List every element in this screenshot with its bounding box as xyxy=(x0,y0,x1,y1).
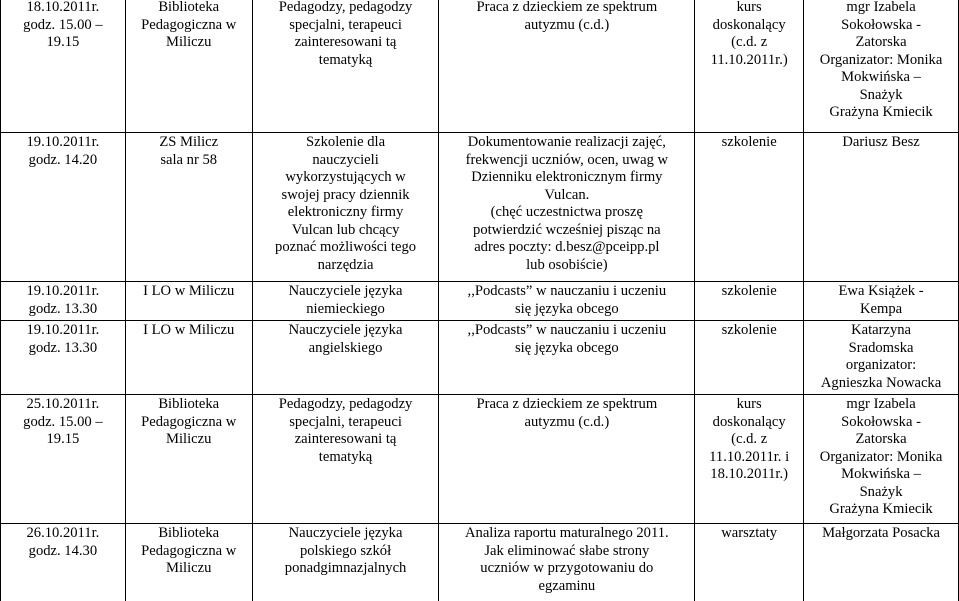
cell-line: godz. 13.30 xyxy=(28,339,98,356)
cell-line: sala nr 58 xyxy=(160,151,218,168)
cell-line: godz. 14.20 xyxy=(28,151,98,168)
cell-line: Mokwińska – xyxy=(841,69,921,85)
cell-line: zainteresowani tą xyxy=(294,34,397,50)
form-text xyxy=(697,396,801,484)
cell-line: ponadgimnazjalnych xyxy=(284,560,407,576)
cell-line: 19.10.2011r. xyxy=(26,322,100,338)
cell-line: Sokołowska - xyxy=(841,413,921,430)
cell-line: tematyką xyxy=(318,448,373,465)
place-cell xyxy=(125,321,252,395)
cell-line: Praca z dzieckiem ze spektrum xyxy=(476,0,658,15)
cell-line: 11.10.2011r. i xyxy=(709,448,790,465)
form-text xyxy=(697,322,801,340)
cell-line: Pedagogiczna w xyxy=(141,413,237,430)
cell-line: doskonalący xyxy=(712,16,786,33)
cell-line: godz. 15.00 – xyxy=(23,413,103,430)
cell-line: Biblioteka xyxy=(158,0,220,15)
cell-line: 19.15 xyxy=(46,34,80,50)
cell-line: Dariusz Besz xyxy=(842,134,920,150)
cell-line: autyzmu (c.d.) xyxy=(524,413,610,430)
cell-line: specjalni, terapeuci xyxy=(289,413,402,430)
cell-line: mgr Izabela xyxy=(846,396,916,412)
cell-line: Zatorska xyxy=(855,431,907,447)
cell-line: uczniów w przygotowaniu do xyxy=(480,560,654,576)
leader-text xyxy=(806,396,956,519)
cell-line: Ewa Książek - xyxy=(838,283,924,299)
audience-text xyxy=(255,322,437,357)
audience-text xyxy=(255,396,437,466)
topic-text xyxy=(441,322,692,357)
cell-line: autyzmu (c.d.) xyxy=(524,16,610,33)
cell-line: Sradomska xyxy=(848,339,914,356)
table-row xyxy=(1,321,959,395)
cell-line: Miliczu xyxy=(166,431,212,447)
topic-text xyxy=(441,283,692,318)
cell-line: I LO w Miliczu xyxy=(143,322,235,338)
cell-line: szkolenie xyxy=(721,134,777,150)
form-cell xyxy=(695,133,804,282)
date-text xyxy=(3,525,123,560)
cell-line: frekwencji uczniów, ocen, uwag w xyxy=(465,151,669,168)
cell-line: elektroniczny firmy xyxy=(287,204,404,220)
cell-line: poznać możliwości tego xyxy=(275,239,417,255)
cell-line: Miliczu xyxy=(166,34,212,50)
cell-line: Biblioteka xyxy=(158,525,220,541)
cell-line: kurs xyxy=(736,0,762,15)
cell-line: szkolenie xyxy=(721,322,777,338)
cell-line: narzędzia xyxy=(317,256,374,273)
form-cell xyxy=(695,395,804,524)
topic-cell xyxy=(439,524,695,601)
cell-line: Miliczu xyxy=(166,560,212,576)
leader-text xyxy=(806,134,956,152)
cell-line: 26.10.2011r. xyxy=(26,525,100,541)
audience-text xyxy=(255,0,437,69)
cell-line: wykorzystujących w xyxy=(285,169,406,185)
cell-line: godz. 15.00 – xyxy=(23,16,103,33)
cell-line: Pedagodzy, pedagodzy xyxy=(278,396,413,412)
cell-line: polskiego szkół xyxy=(299,542,392,559)
leader-cell xyxy=(804,395,959,524)
cell-line: Pedagogiczna w xyxy=(141,542,237,559)
cell-line: I LO w Miliczu xyxy=(143,283,235,299)
cell-line: (c.d. z xyxy=(731,34,768,50)
place-text xyxy=(128,0,250,52)
cell-line: Małgorzata Posacka xyxy=(822,525,940,541)
form-cell xyxy=(695,321,804,395)
leader-cell xyxy=(804,0,959,133)
cell-line: warsztaty xyxy=(721,525,778,541)
table-row xyxy=(1,524,959,601)
cell-line: Praca z dzieckiem ze spektrum xyxy=(476,396,658,412)
cell-line: Grażyna Kmiecik xyxy=(829,104,933,120)
cell-line: zainteresowani tą xyxy=(294,431,397,447)
cell-line: nauczycieli xyxy=(312,151,379,168)
cell-line: Zatorska xyxy=(855,34,907,50)
cell-line: ,,Podcasts” w nauczaniu i uczeniu xyxy=(467,322,667,338)
date-cell xyxy=(1,395,126,524)
cell-line: lub osobiście) xyxy=(526,256,608,273)
place-cell xyxy=(125,395,252,524)
date-text xyxy=(3,283,123,318)
place-text xyxy=(128,525,250,578)
cell-line: Organizator: Monika xyxy=(819,448,943,465)
topic-cell xyxy=(439,0,695,133)
audience-cell xyxy=(252,133,439,282)
cell-line: Nauczyciele języka xyxy=(288,525,403,541)
cell-line: Organizator: Monika xyxy=(819,51,943,68)
cell-line: adres poczty: d.besz@pceipp.pl xyxy=(474,239,660,255)
cell-line: 19.15 xyxy=(46,431,80,447)
date-cell xyxy=(1,282,126,321)
cell-line: Katarzyna xyxy=(851,322,912,338)
cell-line: Jak eliminować słabe strony xyxy=(484,542,650,559)
cell-line: godz. 13.30 xyxy=(28,300,98,317)
audience-cell xyxy=(252,524,439,601)
cell-line: Nauczyciele języka xyxy=(288,283,403,299)
cell-line: Snażyk xyxy=(859,86,903,103)
audience-cell xyxy=(252,395,439,524)
leader-text xyxy=(806,0,956,122)
audience-text xyxy=(255,525,437,578)
leader-cell xyxy=(804,524,959,601)
cell-line: mgr Izabela xyxy=(846,0,916,15)
table-row xyxy=(1,0,959,133)
cell-line: doskonalący xyxy=(712,413,786,430)
cell-line: Sokołowska - xyxy=(841,16,921,33)
cell-line: Analiza raportu maturalnego 2011. xyxy=(464,525,669,541)
cell-line: Vulcan. xyxy=(544,186,590,203)
leader-text xyxy=(806,283,956,318)
leader-text xyxy=(806,322,956,392)
cell-line: 19.10.2011r. xyxy=(26,134,100,150)
cell-line: egzaminu xyxy=(538,577,596,594)
form-text xyxy=(697,283,801,301)
table-row xyxy=(1,282,959,321)
topic-text xyxy=(441,525,692,595)
cell-line: ,,Podcasts” w nauczaniu i uczeniu xyxy=(467,283,667,299)
audience-text xyxy=(255,134,437,274)
cell-line: Dzienniku elektronicznym firmy xyxy=(471,169,663,185)
cell-line: (chęć uczestnictwa proszę xyxy=(490,204,643,220)
leader-cell xyxy=(804,282,959,321)
topic-cell xyxy=(439,133,695,282)
table-body xyxy=(1,0,959,601)
place-text xyxy=(128,134,250,169)
cell-line: specjalni, terapeuci xyxy=(289,16,402,33)
cell-line: potwierdzić wcześniej pisząc na xyxy=(473,221,661,238)
cell-line: Szkolenie dla xyxy=(306,134,386,150)
place-text xyxy=(128,283,250,301)
date-cell xyxy=(1,321,126,395)
cell-line: godz. 14.30 xyxy=(28,542,98,559)
place-text xyxy=(128,396,250,449)
cell-line: tematyką xyxy=(318,51,373,68)
cell-line: 19.10.2011r. xyxy=(26,283,100,299)
cell-line: się języka obcego xyxy=(514,300,619,317)
cell-line: szkolenie xyxy=(721,283,777,299)
leader-cell xyxy=(804,321,959,395)
date-text xyxy=(3,134,123,169)
cell-line: Mokwińska – xyxy=(841,466,921,482)
cell-line: Kempa xyxy=(859,300,903,317)
cell-line: swojej pracy dziennik xyxy=(281,186,410,203)
cell-line: Pedagodzy, pedagodzy xyxy=(278,0,413,15)
cell-line: Dokumentowanie realizacji zajęć, xyxy=(467,134,666,150)
leader-text xyxy=(806,525,956,543)
place-cell xyxy=(125,0,252,133)
audience-text xyxy=(255,283,437,318)
date-cell xyxy=(1,524,126,601)
cell-line: 11.10.2011r.) xyxy=(710,51,788,68)
cell-line: angielskiego xyxy=(308,339,383,356)
cell-line: Nauczyciele języka xyxy=(288,322,403,338)
date-cell xyxy=(1,133,126,282)
cell-line: 25.10.2011r. xyxy=(26,396,100,412)
cell-line: Agnieszka Nowacka xyxy=(820,374,942,391)
table-row xyxy=(1,395,959,524)
place-cell xyxy=(125,133,252,282)
form-text xyxy=(697,134,801,152)
date-cell xyxy=(1,0,126,133)
cell-line: Vulcan lub chcący xyxy=(291,221,400,238)
form-text xyxy=(697,525,801,543)
form-cell xyxy=(695,524,804,601)
audience-cell xyxy=(252,282,439,321)
topic-cell xyxy=(439,321,695,395)
date-text xyxy=(3,0,123,52)
place-text xyxy=(128,322,250,340)
date-text xyxy=(3,396,123,449)
topic-cell xyxy=(439,282,695,321)
leader-cell xyxy=(804,133,959,282)
form-cell xyxy=(695,282,804,321)
form-text xyxy=(697,0,801,69)
cell-line: Grażyna Kmiecik xyxy=(829,501,933,517)
topic-cell xyxy=(439,395,695,524)
cell-line: Pedagogiczna w xyxy=(141,16,237,33)
date-text xyxy=(3,322,123,357)
cell-line: się języka obcego xyxy=(514,339,619,356)
cell-line: Snażyk xyxy=(859,483,903,500)
cell-line: 18.10.2011r. xyxy=(26,0,100,15)
topic-text xyxy=(441,396,692,431)
cell-line: (c.d. z xyxy=(731,431,768,447)
cell-line: kurs xyxy=(736,396,762,412)
place-cell xyxy=(125,524,252,601)
audience-cell xyxy=(252,0,439,133)
topic-text xyxy=(441,0,692,34)
cell-line: ZS Milicz xyxy=(159,134,219,150)
topic-text xyxy=(441,134,692,274)
cell-line: organizator: xyxy=(845,357,917,373)
cell-line: 18.10.2011r.) xyxy=(710,466,788,482)
table-row xyxy=(1,133,959,282)
cell-line: Biblioteka xyxy=(158,396,220,412)
place-cell xyxy=(125,282,252,321)
cell-line: niemieckiego xyxy=(306,300,385,317)
form-cell xyxy=(695,0,804,133)
audience-cell xyxy=(252,321,439,395)
